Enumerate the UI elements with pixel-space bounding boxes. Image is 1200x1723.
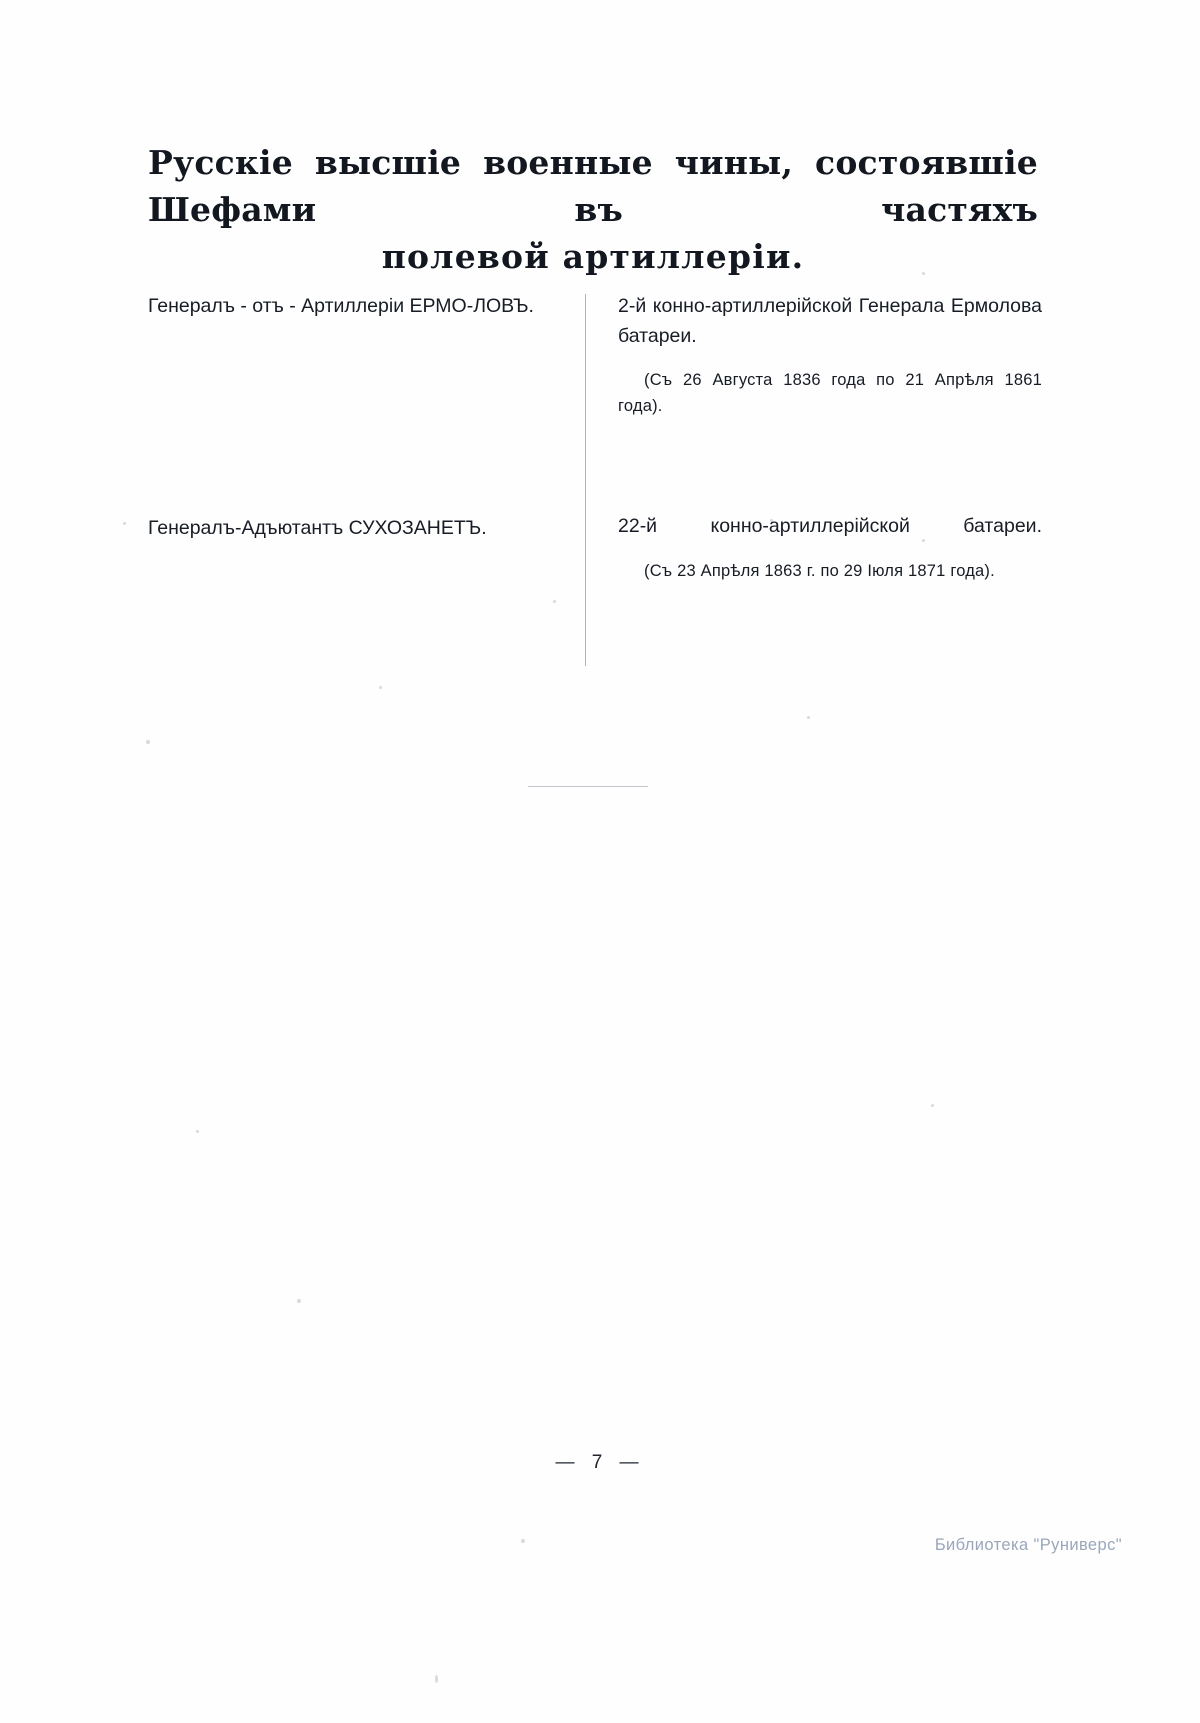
entry-name: Генералъ - отъ - Артиллеріи ЕРМО-ЛОВЪ. (148, 295, 534, 317)
page-number: — 7 — (555, 1452, 645, 1473)
table-row (148, 292, 1042, 415)
page-title (148, 140, 1050, 281)
scan-speck (435, 1675, 438, 1683)
entry-details (618, 512, 1042, 584)
entry-name: Генералъ-Адъютантъ СУХОЗАНЕТЪ. (148, 517, 487, 539)
scan-speck (123, 522, 126, 525)
scan-speck (196, 1130, 199, 1133)
entry-dates: (Съ 26 Августа 1836 года по 21 Апрѣля 1861 года). (618, 371, 1042, 415)
scan-speck (297, 1299, 301, 1303)
section-rule (528, 786, 648, 787)
scan-speck (931, 1104, 934, 1107)
scan-speck (807, 716, 810, 719)
scan-speck (379, 686, 382, 689)
entry-dates: (Съ 23 Апрѣля 1863 г. по 29 Іюля 1871 года). (644, 561, 995, 580)
scan-speck (521, 1539, 525, 1543)
entry-unit: 22-й конно-артиллерійской батареи. (618, 515, 1042, 537)
page-title-line-1: Русскіе высшіе военные чины, состоявшіе Шефами въ частяхъ (148, 143, 1050, 229)
scan-speck (553, 600, 556, 603)
entries-table (148, 292, 1042, 580)
scan-speck (146, 740, 150, 744)
page-title-line-2: полевой артиллеріи. (381, 236, 805, 276)
library-watermark: Библиотека "Руниверс" (934, 1536, 1122, 1554)
entry-unit: 2-й конно-артиллерійской Генерала Ермолова батареи. (618, 295, 1042, 347)
